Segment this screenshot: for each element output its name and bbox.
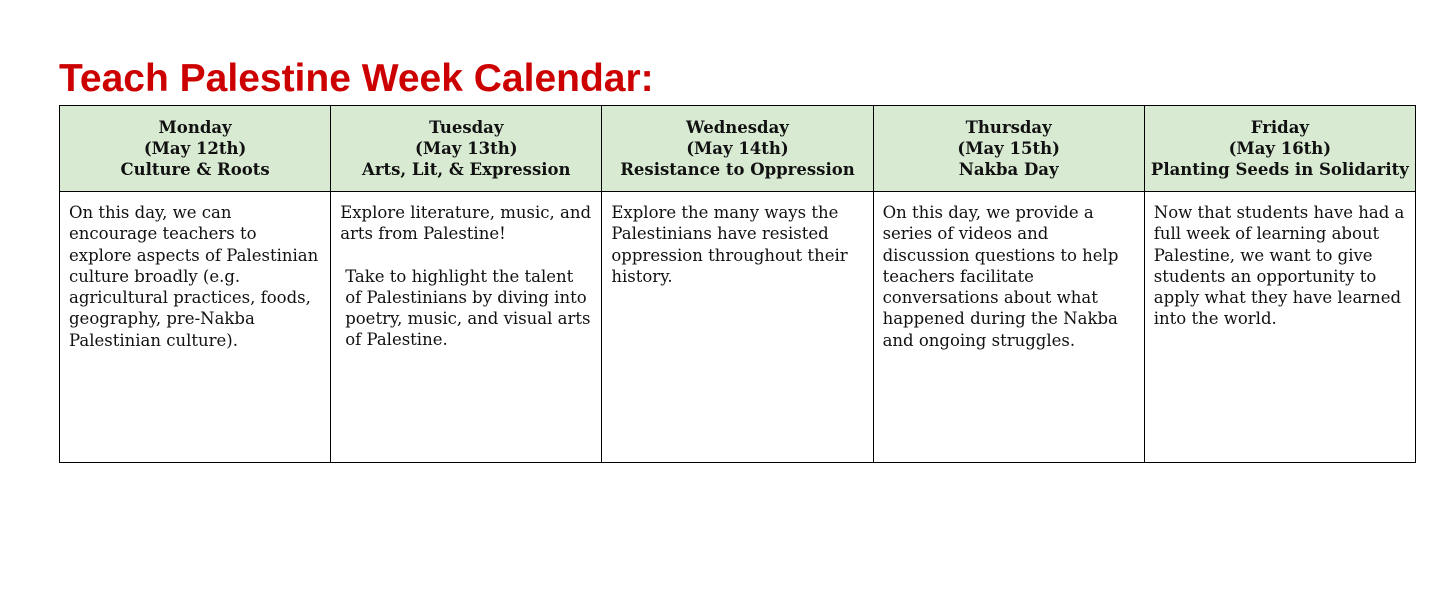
day-theme: Nakba Day [958,160,1059,180]
day-date: (May 15th) [957,138,1060,158]
day-theme: Arts, Lit, & Expression [362,160,571,180]
header-thursday [873,106,1144,192]
day-name: Tuesday [429,117,504,137]
day-theme: Resistance to Oppression [620,160,855,180]
body-friday [1144,192,1415,463]
body-monday [60,192,331,463]
body-thursday [873,192,1144,463]
day-date: (May 16th) [1228,138,1332,158]
calendar-header-row [60,106,1416,192]
day-theme: Planting Seeds in Solidarity [1150,160,1409,180]
header-friday [1144,106,1415,192]
calendar-body-row [60,192,1416,463]
day-description: Now that students have had a full week of learning about Palestine, we want to give students an opportunity to apply what they have learned into the world. [1153,203,1405,329]
header-monday [60,106,331,192]
body-wednesday [602,192,873,463]
day-description: Explore the many ways the Palestinians have resisted oppression throughout their history. [611,203,848,286]
day-date: (May 12th) [143,138,247,158]
body-tuesday [331,192,602,463]
day-name: Friday [1250,117,1309,137]
header-tuesday [331,106,602,192]
day-description: On this day, we provide a series of videos and discussion questions to help teachers facilitate conversations about what happened during the Nakba and ongoing struggles. [882,203,1119,350]
week-calendar-table [59,105,1416,463]
day-description: On this day, we can encourage teachers to explore aspects of Palestinian culture broadly (e.g. agricultural practices, foods, geography, pre-Nakba Palestinian culture). [69,203,319,350]
day-description: Explore literature, music, and arts from Palestine! [340,203,592,244]
page-title: Teach Palestine Week Calendar: [59,57,654,100]
day-date: (May 13th) [415,138,518,158]
day-name: Wednesday [686,117,789,137]
day-name: Thursday [965,117,1052,137]
day-theme: Culture & Roots [120,160,270,180]
day-name: Monday [158,117,232,137]
header-wednesday [602,106,873,192]
day-date: (May 14th) [686,138,789,158]
day-description-extra: Take to highlight the talent of Palestinians by diving into poetry, music, and visual arts of Palestine. [345,266,591,350]
